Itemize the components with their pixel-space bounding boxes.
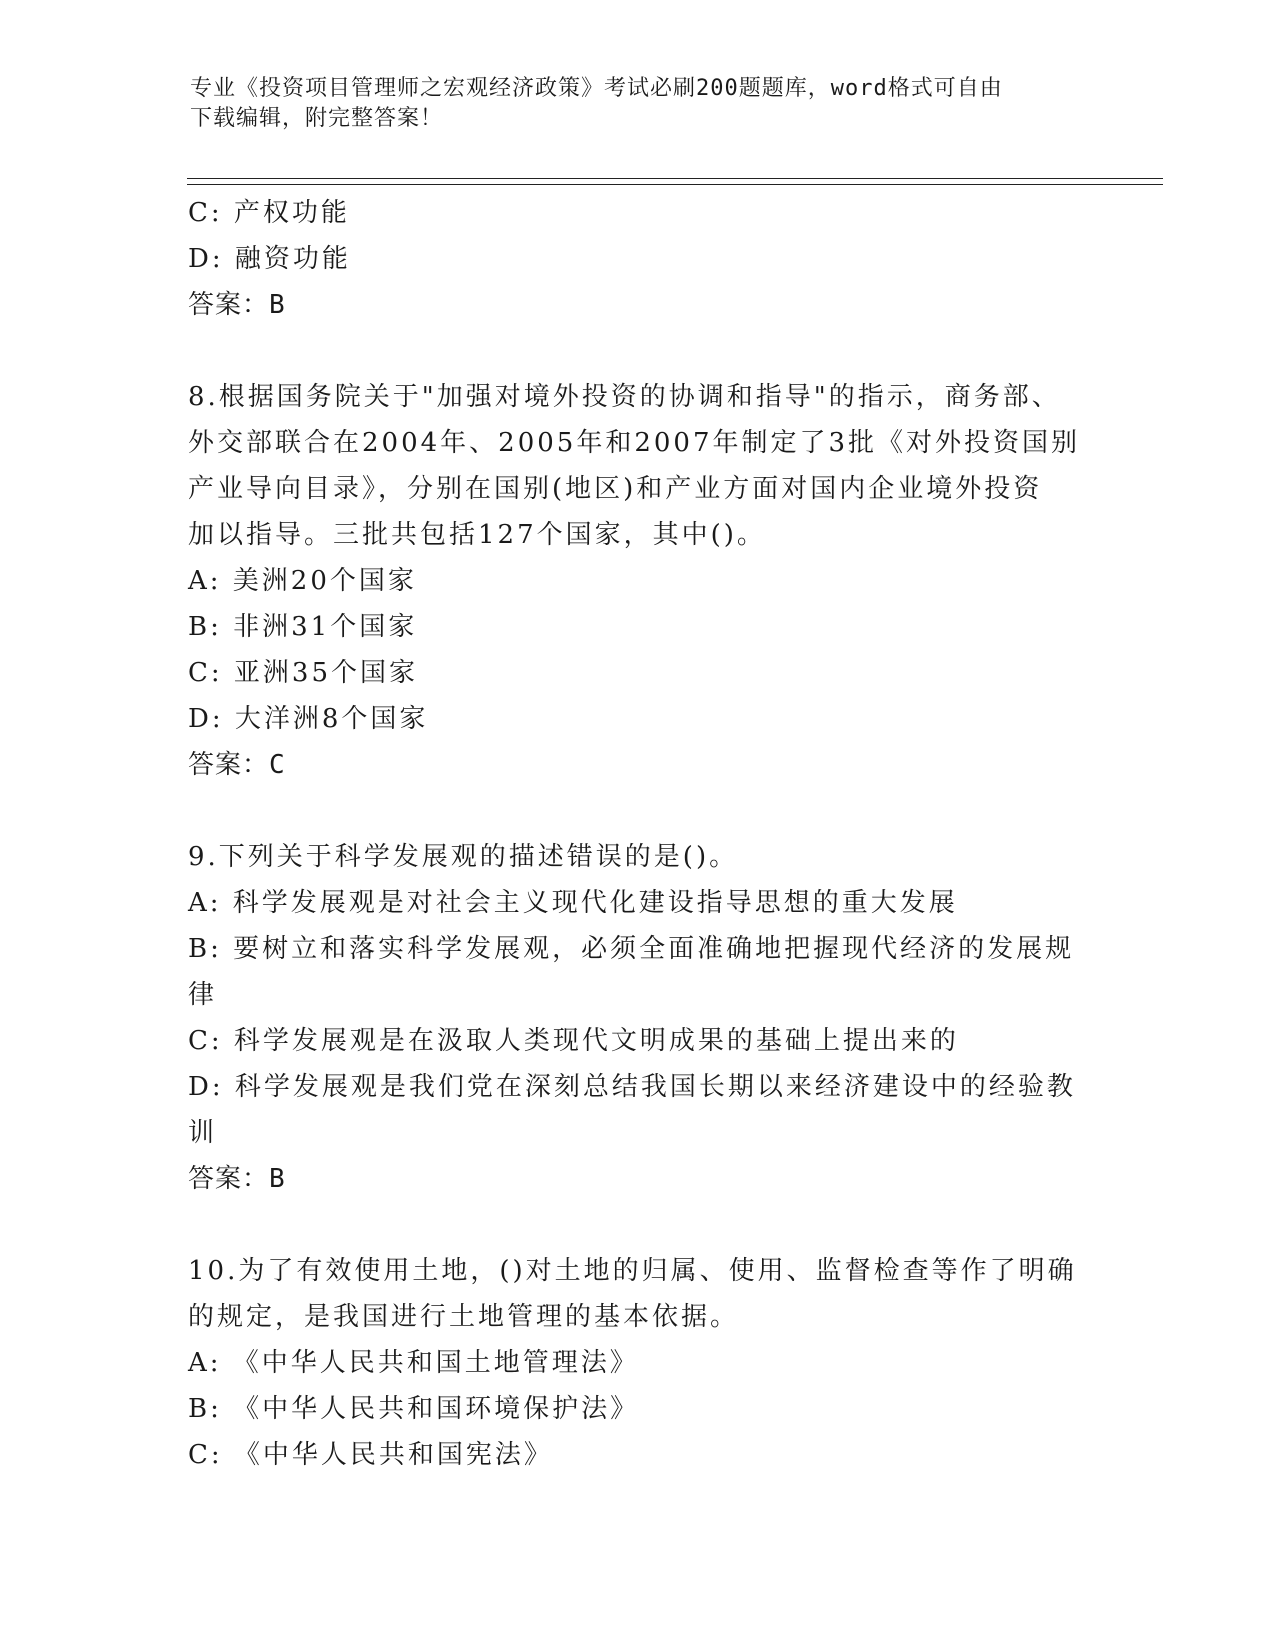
option-d: D: 大洋洲8个国家 (188, 704, 429, 734)
option-b-wrap: 律 (188, 980, 218, 1010)
option-d: D: 融资功能 (188, 244, 351, 274)
answer: 答案：C (188, 750, 286, 780)
option-b: B: 要树立和落实科学发展观，必须全面准确地把握现代经济的发展规 (188, 934, 1075, 964)
question-stem: 10.为了有效使用土地，()对土地的归属、使用、监督检查等作了明确 (188, 1256, 1077, 1286)
question-stem: 的规定，是我国进行土地管理的基本依据。 (188, 1302, 740, 1332)
option-c: C: 科学发展观是在汲取人类现代文明成果的基础上提出来的 (188, 1026, 959, 1056)
option-b: B: 非洲31个国家 (188, 612, 418, 642)
option-a: A: 美洲20个国家 (188, 566, 417, 596)
option-d-wrap: 训 (188, 1118, 218, 1148)
header-line: 下载编辑，附完整答案！ (190, 106, 444, 131)
option-d: D: 科学发展观是我们党在深刻总结我国长期以来经济建设中的经验教 (188, 1072, 1076, 1102)
answer: 答案：B (188, 290, 286, 320)
page-header (190, 74, 1090, 134)
question-stem: 9.下列关于科学发展观的描述错误的是()。 (188, 842, 739, 872)
question-stem: 8.根据国务院关于"加强对境外投资的协调和指导"的指示，商务部、 (188, 382, 1061, 412)
answer: 答案：B (188, 1164, 286, 1194)
option-b: B: 《中华人民共和国环境保护法》 (188, 1394, 640, 1424)
option-c: C: 亚洲35个国家 (188, 658, 419, 688)
question-content (188, 190, 1088, 1478)
question-stem: 外交部联合在2004年、2005年和2007年制定了3批《对外投资国别 (188, 428, 1081, 458)
question-stem: 加以指导。三批共包括127个国家，其中()。 (188, 520, 766, 550)
header-rule (187, 178, 1163, 185)
option-c: C: 《中华人民共和国宪法》 (188, 1440, 553, 1470)
option-c: C: 产权功能 (188, 198, 350, 228)
header-line: 专业《投资项目管理师之宏观经济政策》考试必刷200题题库，word格式可自由 (190, 76, 1003, 101)
option-a: A: 科学发展观是对社会主义现代化建设指导思想的重大发展 (188, 888, 958, 918)
question-stem: 产业导向目录》，分别在国别(地区)和产业方面对国内企业境外投资 (188, 474, 1043, 504)
option-a: A: 《中华人民共和国土地管理法》 (188, 1348, 639, 1378)
